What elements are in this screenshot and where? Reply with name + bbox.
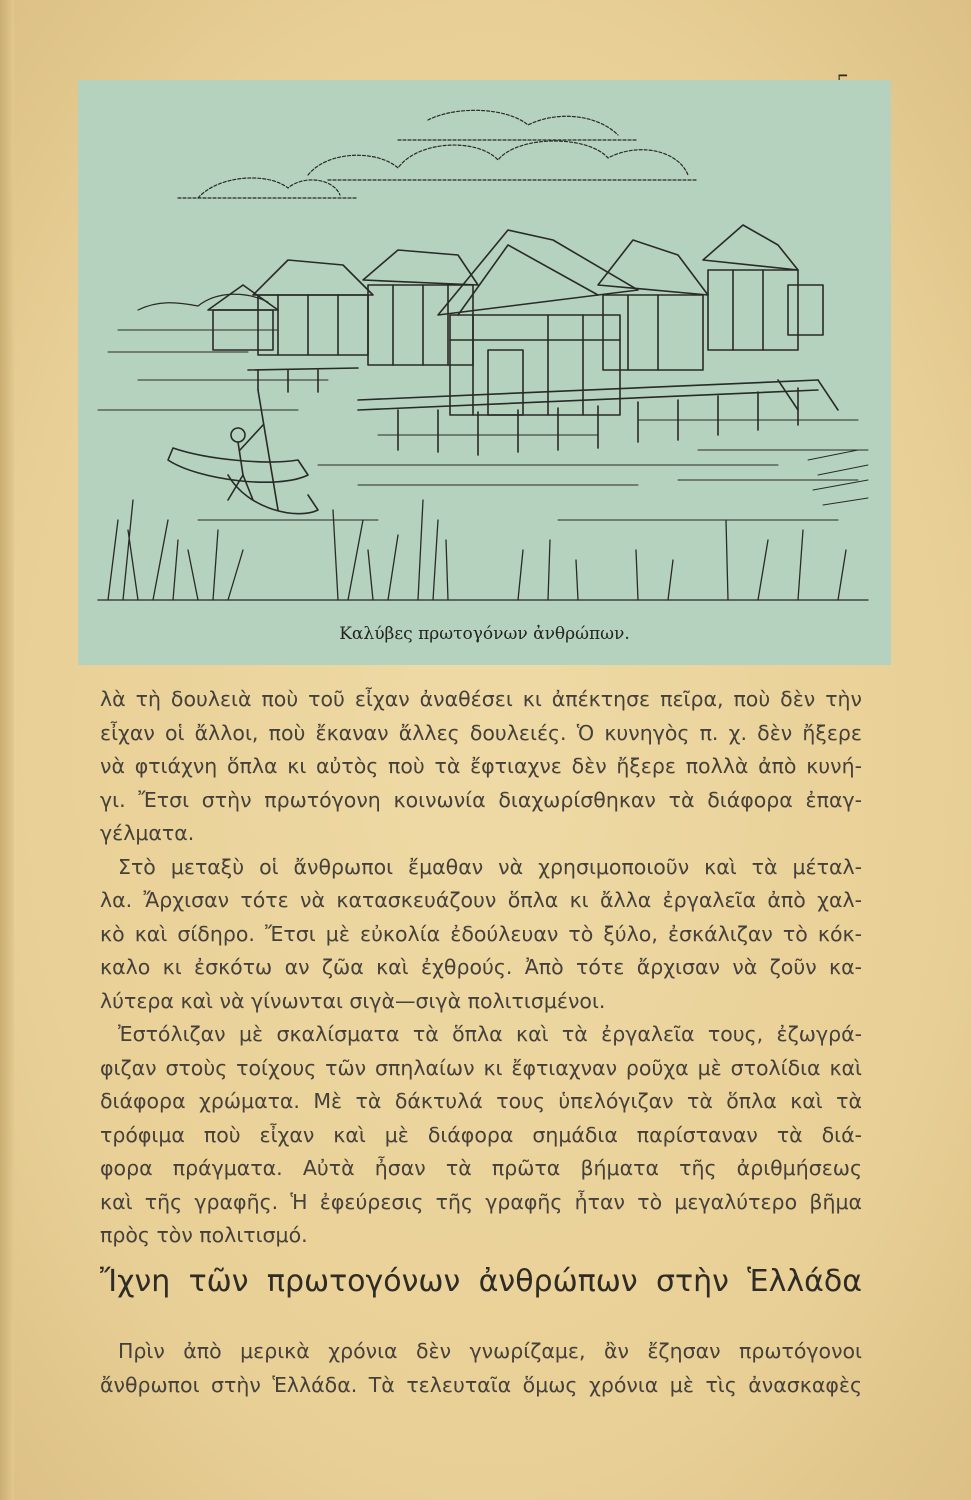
text-line: ἄνθρωποι στὴν Ἑλλάδα. Τὰ τελευταῖα ὅμως χρόνια μὲ τὶς ἀνασκαφὲς xyxy=(100,1372,862,1397)
text-line: κὸ καὶ σίδηρο. Ἔτσι μὲ εὐκολία ἐδούλευαν τὸ ξύλο, ἐσκάλιζαν τὸ κόκ- xyxy=(100,921,862,946)
shore-hatching xyxy=(808,450,868,505)
clouds-drawing xyxy=(178,110,698,198)
text-line: νὰ φτιάχνη ὅπλα κι αὐτὸς ποὺ τὰ ἔφτιαχνε δὲν ἤξερε πολλὰ ἀπὸ κυνή- xyxy=(100,754,862,778)
text-line: λὰ τὴ δουλειὰ ποὺ τοῦ εἶχαν ἀναθέσει κι ἀπέκτησε πεῖρα, ποὺ δὲν τὴν xyxy=(100,687,862,711)
text-line: γι. Ἔτσι στὴν πρωτόγονη κοινωνία διαχωρίσθηκαν τὰ διάφορα ἐπαγ- xyxy=(100,787,862,812)
figure-caption: Καλύβες πρωτογόνων ἀνθρώπων. xyxy=(339,624,630,644)
body-text-top xyxy=(100,683,862,1253)
text-line: Πρὶν ἀπὸ μερικὰ χρόνια δὲν γνωρίζαμε, ἂν ἔζησαν πρωτόγονοι xyxy=(118,1339,862,1363)
text-line: διάφορα χρώματα. Μὲ τὰ δάκτυλά τους ὑπελόγιζαν τὰ ὅπλα καὶ τὰ xyxy=(100,1089,862,1113)
text-line: καὶ τῆς γραφῆς. Ἡ ἐφεύρεσις τῆς γραφῆς ἦταν τὸ μεγαλύτερο βῆμα xyxy=(100,1189,862,1214)
body-text-bottom xyxy=(100,1335,862,1402)
text-line: λα. Ἄρχισαν τότε νὰ κατασκευάζουν ὅπλα κι ἄλλα ἐργαλεῖα ἀπὸ χαλ- xyxy=(100,888,862,912)
section-heading: Ἴχνη τῶν πρωτογόνων ἀνθρώπων στὴν Ἑλλάδα xyxy=(100,1264,862,1299)
pier-drawing xyxy=(248,368,838,455)
text-line: Ἐστόλιζαν μὲ σκαλίσματα τὰ ὅπλα καὶ τὰ ἐργαλεῖα τους, ἐζωγρά- xyxy=(118,1022,862,1046)
text-line: καλο κι ἐσκότω αν ζῶα καὶ ἐχθρούς. Ἀπὸ τότε ἄρχισαν νὰ ζοῦν κα- xyxy=(100,955,862,979)
illustration-figure xyxy=(78,80,891,665)
text-line: πρὸς τὸν πολιτισμό. xyxy=(100,1223,308,1247)
text-line: φορα πράγματα. Αὐτὰ ἦσαν τὰ πρῶτα βήματα τῆς ἀριθμήσεως xyxy=(100,1156,862,1180)
reeds-drawing xyxy=(98,500,868,600)
text-line: λύτερα καὶ νὰ γίνωνται σιγὰ—σιγὰ πολιτισμένοι. xyxy=(100,988,606,1013)
stilt-huts-illustration xyxy=(78,80,891,620)
text-line: εἶχαν οἱ ἄλλοι, ποὺ ἔκαναν ἄλλες δουλειές. Ὁ κυνηγὸς π. χ. δὲν ἤξερε xyxy=(100,720,862,745)
water-lines xyxy=(98,330,868,520)
text-line: Στὸ μεταξὺ οἱ ἄνθρωποι ἔμαθαν νὰ χρησιμοποιοῦν καὶ τὰ μέταλ- xyxy=(118,854,862,879)
text-line: φιζαν στοὺς τοίχους τῶν σπηλαίων κι ἔφτιαχναν ροῦχα μὲ στολίδια καὶ xyxy=(100,1055,862,1080)
boat-with-person-drawing xyxy=(168,390,318,514)
text-line: γέλματα. xyxy=(100,821,195,845)
page-spine-shadow xyxy=(0,0,14,1500)
huts-drawing xyxy=(208,225,823,415)
text-line: τρόφιμα ποὺ εἶχαν καὶ μὲ διάφορα σημάδια παρίσταναν τὰ διά- xyxy=(100,1122,862,1147)
